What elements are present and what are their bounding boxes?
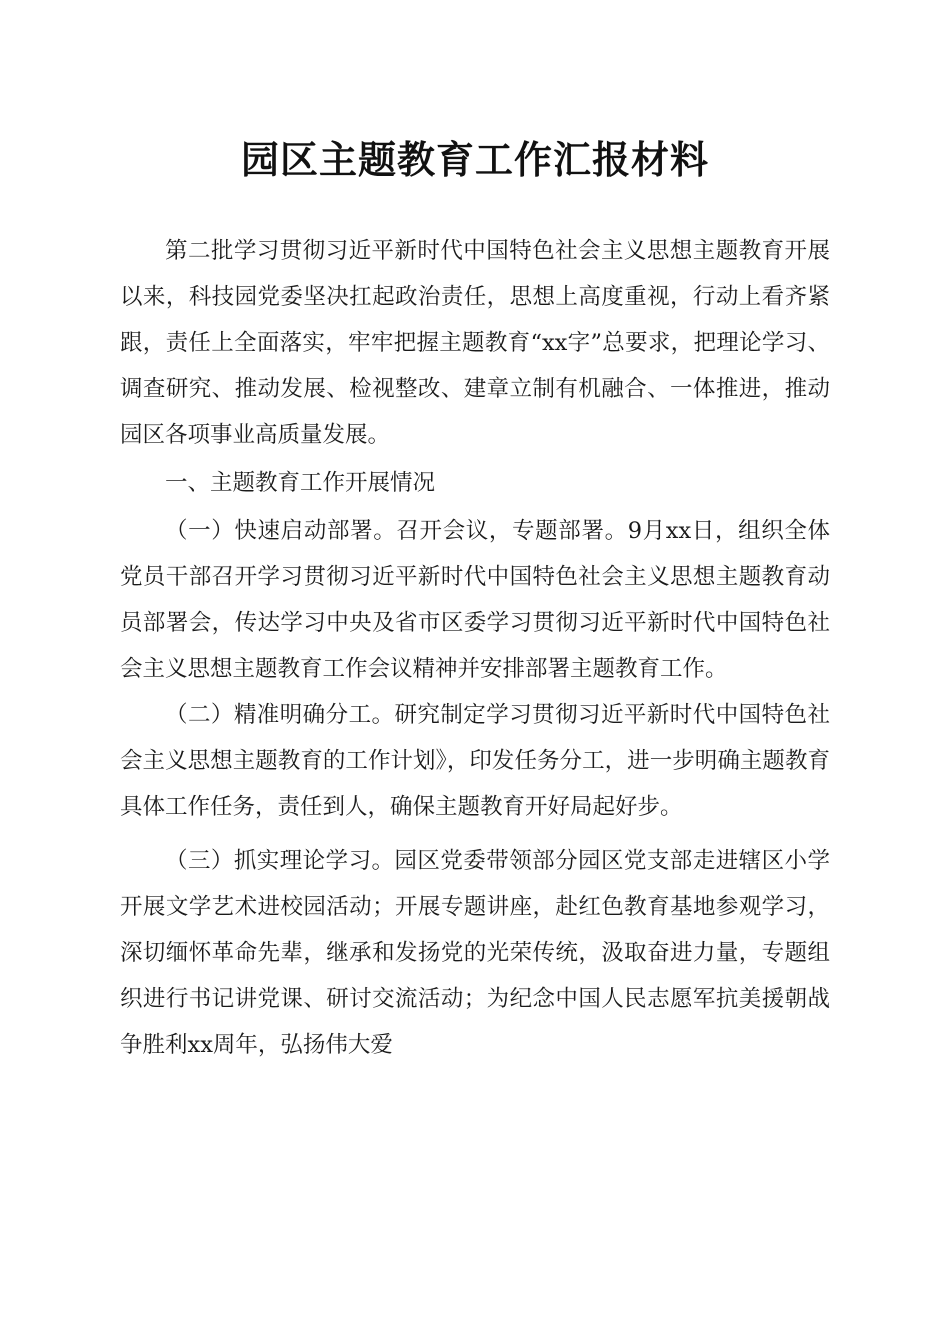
section-item-3: （三）抓实理论学习。园区党委带领部分园区党支部走进辖区小学开展文学艺术进校园活动；开展专题讲座，赴红色教育基地参观学习，深切缅怀革命先辈，继承和发扬党的光荣传统，汲取奋进力量，专题组织进行书记讲党课、研讨交流活动；为纪念中国人民志愿军抗美援朝战争胜利xx周年，弘扬伟大爱	[120, 848, 830, 1058]
document-body	[120, 228, 830, 1068]
document-title: 园区主题教育工作汇报材料	[240, 137, 709, 182]
section-item-2: （二）精准明确分工。研究制定学习贯彻习近平新时代中国特色社会主义思想主题教育的工作计划》，印发任务分工，进一步明确主题教育具体工作任务，责任到人，确保主题教育开好局起好步。	[120, 702, 830, 820]
intro-paragraph: 第二批学习贯彻习近平新时代中国特色社会主义思想主题教育开展以来，科技园党委坚决扛起政治责任，思想上高度重视，行动上看齐紧跟，责任上全面落实，牢牢把握主题教育“xx字”总要求，把理论学习、调查研究、推动发展、检视整改、建章立制有机融合、一体推进，推动园区各项事业高质量发展。	[120, 238, 830, 448]
section-heading: 一、主题教育工作开展情况	[165, 470, 436, 496]
section-item-1: （一）快速启动部署。召开会议，专题部署。9月xx日，组织全体党员干部召开学习贯彻习近平新时代中国特色社会主义思想主题教育动员部署会，传达学习中央及省市区委学习贯彻习近平新时代中国特色社会主义思想主题教育工作会议精神并安排部署主题教育工作。	[120, 518, 830, 682]
